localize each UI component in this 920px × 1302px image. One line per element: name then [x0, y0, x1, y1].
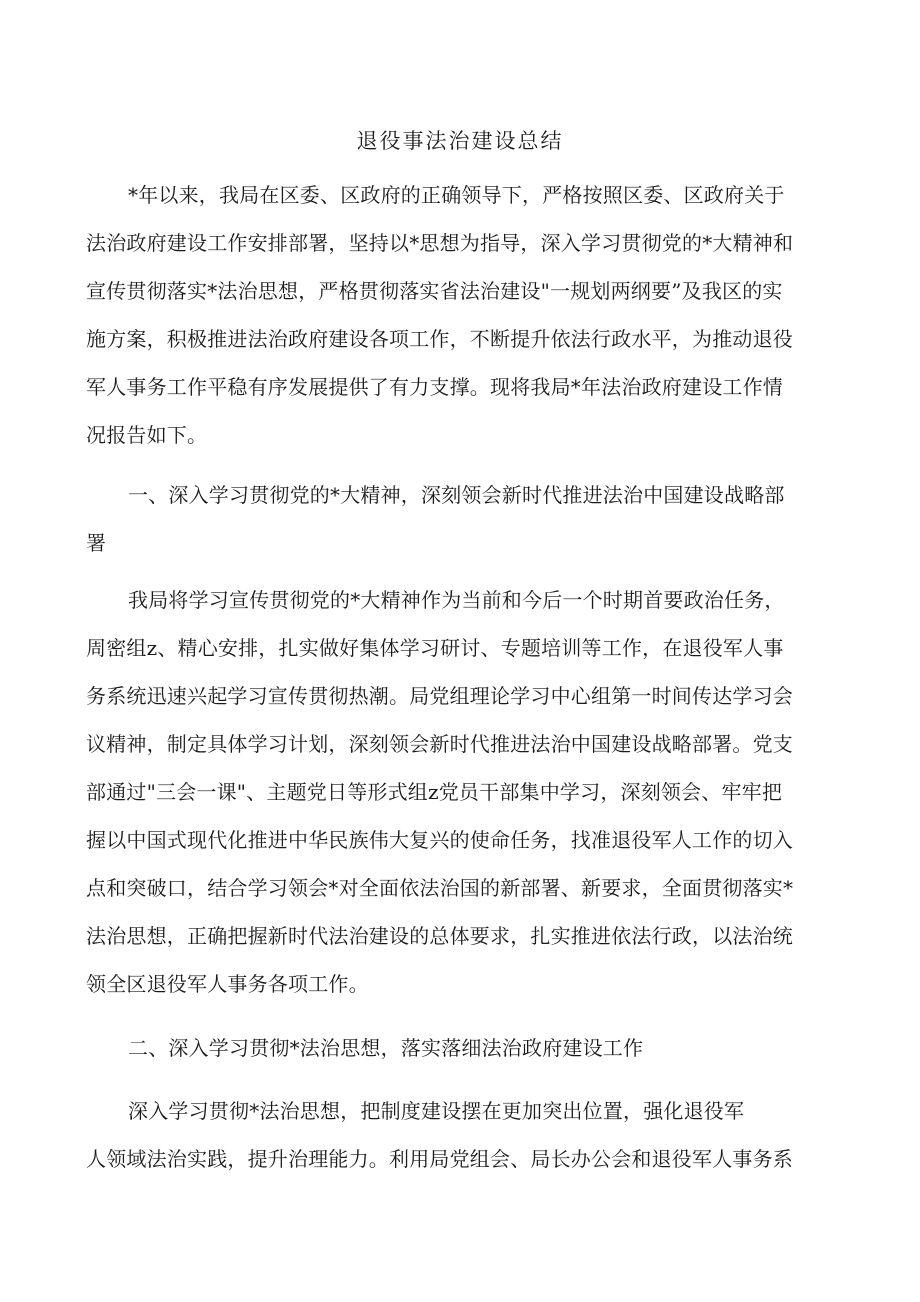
- paragraph-2-line-5: 部通过"三会一课"、主题党日等形式组z党员干部集中学习，深刻领会、牢牢把: [86, 780, 783, 804]
- paragraph-1-line-1: *年以来，我局在区委、区政府的正确领导下，严格按照区委、区政府关于: [128, 183, 785, 207]
- paragraph-3-line-2: 人领域法治实践，提升治理能力。利用局党组会、局长办公会和退役军人事务系: [86, 1147, 793, 1171]
- paragraph-3-line-1: 深入学习贯彻*法治思想，把制度建设摆在更加突出位置，强化退役军: [128, 1099, 745, 1123]
- paragraph-1-line-5: 军人事务工作平稳有序发展提供了有力支撑。现将我局*年法治政府建设工作情: [86, 375, 783, 399]
- heading-2: 二、深入学习贯彻*法治思想，落实落细法治政府建设工作: [128, 1036, 644, 1060]
- paragraph-1-line-3: 宣传贯彻落实*法治思想，严格贯彻落实省法治建设"一规划两纲要”及我区的实: [86, 279, 783, 303]
- paragraph-1-line-2: 法治政府建设工作安排部署，坚持以*思想为指导，深入学习贯彻党的*大精神和: [86, 231, 794, 255]
- paragraph-1-line-4: 施方案，积极推进法治政府建设各项工作，不断提升依法行政水平，为推动退役: [86, 327, 793, 351]
- paragraph-2-line-1: 我局将学习宣传贯彻党的*大精神作为当前和今后一个时期首要政治任务，: [128, 588, 785, 612]
- paragraph-2-line-7: 点和突破口，结合学习领会*对全面依法治国的新部署、新要求，全面贯彻落实*: [86, 876, 794, 900]
- heading-1-line-2: 署: [86, 531, 107, 555]
- paragraph-2-line-2: 周密组z、精心安排，扎实做好集体学习研讨、专题培训等工作，在退役军人事: [86, 636, 784, 660]
- paragraph-2-line-4: 议精神，制定具体学习计划，深刻领会新时代推进法治中国建设战略部署。党支: [86, 732, 793, 756]
- paragraph-2-line-6: 握以中国式现代化推进中华民族伟大复兴的使命任务，找准退役军人工作的切入: [86, 828, 793, 852]
- document-title: 退役事法治建设总结: [356, 129, 564, 153]
- paragraph-2-line-3: 务系统迅速兴起学习宣传贯彻热潮。局党组理论学习中心组第一时间传达学习会: [86, 684, 793, 708]
- paragraph-2-line-8: 法治思想，正确把握新时代法治建设的总体要求，扎实推进依法行政，以法治统: [86, 924, 793, 948]
- heading-1-line-1: 一、深入学习贯彻党的*大精神，深刻领会新时代推进法治中国建设战略部: [128, 483, 785, 507]
- paragraph-1-line-6: 况报告如下。: [86, 423, 208, 447]
- paragraph-2-line-9: 领全区退役军人事务各项工作。: [86, 972, 369, 996]
